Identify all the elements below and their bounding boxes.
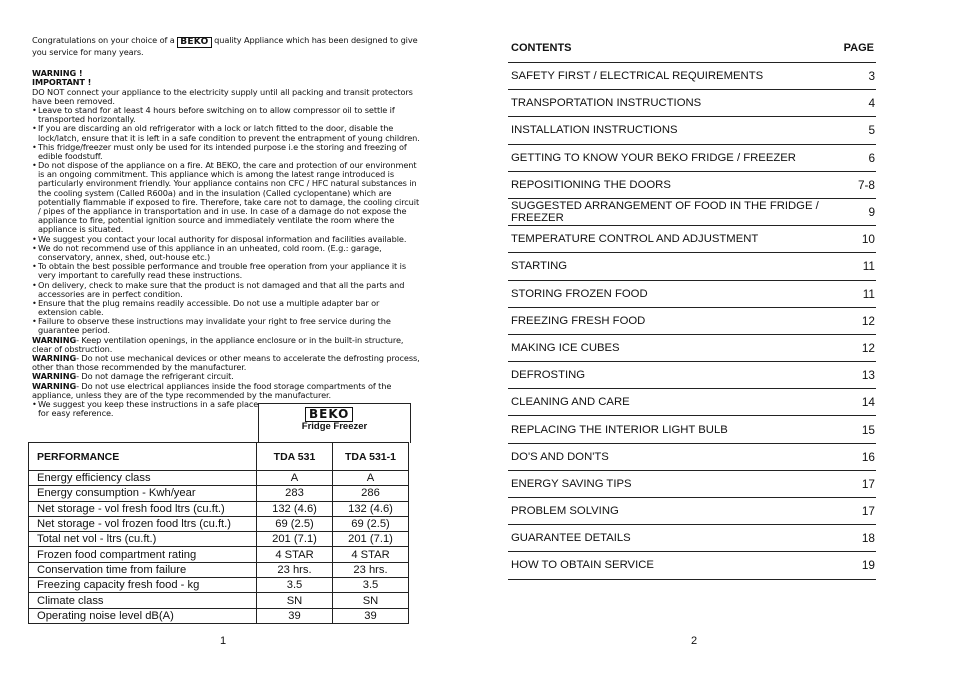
spec-row [29, 516, 409, 531]
contents-entry-title: STORING FROZEN FOOD [511, 287, 648, 300]
warning-bullet-list [32, 106, 420, 336]
spec-label: Conservation time from failure [29, 562, 257, 577]
intro-before: Congratulations on your choice of a [32, 35, 175, 45]
warning-label: WARNING [32, 334, 77, 345]
contents-entry-title: DEFROSTING [511, 369, 586, 382]
left-page [32, 36, 420, 418]
contents-entry [508, 389, 876, 416]
warning-bullet: • Do not dispose of the appliance on a fire. At BEKO, the care and protection of our environment is an ongoing commitment. This appliance which is among the latest range introduced is particularly environment friendly. Your appliance contains non CFC / HFC natural substances in the cooling system (Called R600a) and in the insulation (Called cyclopentane) which are potentially flammable if exposed to fire. Therefore, take care not to damage, the cooling circuit / pipes of the appliance in transportation and in use. In case of a damage do not expose the appliance to fire, potential ignition source and immediately ventilate the room where the appliance is situated. [32, 161, 420, 235]
spec-row [29, 471, 409, 486]
important-heading: IMPORTANT ! [32, 77, 92, 88]
model2-value: 69 (2.5) [333, 516, 409, 531]
contents-entry-page: 5 [868, 123, 875, 138]
page-number-left: 1 [220, 635, 227, 647]
page-number-right: 2 [691, 635, 698, 647]
intro-after: quality Appliance which has been designed to give you service for many years. [32, 35, 418, 57]
spec-row [29, 593, 409, 608]
contents-entry [508, 226, 876, 253]
contents-entry [508, 416, 876, 443]
warning-label: WARNING [32, 353, 77, 363]
warning-bullet: • We suggest you contact your local authority for disposal information and facilities available. [32, 235, 420, 244]
spec-label: Net storage - vol frozen food ltrs (cu.ft.) [29, 516, 257, 531]
warning-bullet: • We do not recommend use of this appliance in an unheated, cold room. (E.g.: garage, conservatory, annex, shed, out-house etc.) [32, 244, 420, 262]
spec-label: Frozen food compartment rating [29, 547, 257, 562]
intro-text [32, 36, 420, 418]
spec-label: Total net vol - ltrs (cu.ft.) [29, 532, 257, 547]
spec-label: Energy consumption - Kwh/year [29, 486, 257, 501]
warning-text: - Do not use mechanical devices or other means to accelerate the defrosting process, other than those recommended by the manufacturer. [32, 353, 420, 373]
warning-bullet: • On delivery, check to make sure that the product is not damaged and that all the parts and accessories are in perfect condition. [32, 281, 420, 299]
spec-row [29, 608, 409, 623]
model1-value: 39 [257, 608, 333, 623]
contents-entry-page: 7-8 [857, 177, 875, 192]
spec-row [29, 486, 409, 501]
contents-entry-title: ENERGY SAVING TIPS [511, 477, 632, 490]
contents-entry-page: 11 [862, 286, 875, 301]
contents-entry-page: 4 [868, 96, 875, 111]
warning-text: - Do not use electrical appliances inside the food storage compartments of the appliance, unless they are of the type recommended by the manufacturer. [32, 380, 392, 400]
contents-entry-title: TEMPERATURE CONTROL AND ADJUSTMENT [511, 233, 759, 246]
model1-value: 283 [257, 486, 333, 501]
contents-entry-page: 12 [861, 313, 875, 328]
spec-row [29, 501, 409, 516]
contents-entry-page: 17 [861, 476, 875, 491]
model2-value: 4 STAR [333, 547, 409, 562]
contents-entry-page: 19 [861, 558, 875, 573]
product-type: Fridge Freezer [301, 421, 368, 432]
beko-logo: BEKO [305, 407, 353, 422]
contents-entry-page: 10 [861, 232, 875, 247]
spec-label: Net storage - vol fresh food ltrs (cu.ft.) [29, 501, 257, 516]
spec-row [29, 562, 409, 577]
warning-bullet: • Failure to observe these instructions may invalidate your right to free service during the guarantee period. [32, 317, 420, 335]
model2-value: SN [333, 593, 409, 608]
warning-bullet: • Ensure that the plug remains readily accessible. Do not use a multiple adapter bar or extension cable. [32, 299, 420, 317]
contents-entry-title: CLEANING AND CARE [511, 396, 630, 409]
contents-entry [508, 552, 876, 579]
warning-label: WARNING [32, 371, 77, 382]
contents-entry [508, 117, 876, 144]
model2-value: 201 (7.1) [333, 532, 409, 547]
model1-value: 3.5 [257, 578, 333, 593]
contents-entry-page: 12 [861, 340, 875, 355]
contents-entry-page: 9 [868, 205, 875, 220]
contents-page [508, 38, 876, 580]
performance-table-header [29, 443, 409, 471]
contents-entry [508, 525, 876, 552]
labeled-warning-list [32, 336, 420, 400]
model1-value: 4 STAR [257, 547, 333, 562]
spec-label: Freezing capacity fresh food - kg [29, 578, 257, 593]
spec-row [29, 532, 409, 547]
spec-brand-header [258, 403, 411, 443]
contents-entry-title: GETTING TO KNOW YOUR BEKO FRIDGE / FREEZER [511, 151, 796, 164]
contents-entry-page: 16 [861, 449, 875, 464]
page-column-label: PAGE [843, 42, 874, 54]
contents-entry [508, 471, 876, 498]
contents-entry [508, 199, 876, 226]
contents-entry-title: GUARANTEE DETAILS [511, 532, 631, 545]
warning-label: WARNING [32, 380, 77, 391]
model2-value: 132 (4.6) [333, 501, 409, 516]
labeled-warning [32, 382, 420, 400]
contents-entry-title: STARTING [511, 260, 568, 273]
contents-list [508, 63, 876, 580]
spec-label: Energy efficiency class [29, 471, 257, 486]
contents-entry-title: FREEZING FRESH FOOD [511, 314, 646, 327]
warning-lead: DO NOT connect your appliance to the electricity supply until all packing and transit protectors have been removed. [32, 86, 413, 106]
contents-entry-page: 14 [861, 395, 875, 410]
contents-entry-title: SUGGESTED ARRANGEMENT OF FOOD IN THE FRIDGE / FREEZER [511, 200, 819, 225]
spec-row [29, 578, 409, 593]
contents-header [508, 38, 876, 63]
model1-value: 23 hrs. [257, 562, 333, 577]
contents-entry-title: HOW TO OBTAIN SERVICE [511, 559, 654, 572]
model1-value: 132 (4.6) [257, 501, 333, 516]
model2-header: TDA 531-1 [333, 443, 409, 471]
contents-entry-page: 17 [861, 504, 875, 519]
contents-entry-title: TRANSPORTATION INSTRUCTIONS [511, 97, 702, 110]
contents-entry [508, 90, 876, 117]
warning-bullet: • If you are discarding an old refrigerator with a lock or latch fitted to the door, disable the lock/latch, ensure that it is left in a safe condition to prevent the entrapment of young children. [32, 124, 420, 142]
labeled-warning [32, 354, 420, 372]
contents-entry-page: 15 [861, 422, 875, 437]
contents-entry-page: 11 [862, 259, 875, 274]
contents-entry [508, 63, 876, 90]
contents-entry-title: SAFETY FIRST / ELECTRICAL REQUIREMENTS [511, 70, 764, 83]
intro-paragraph [32, 36, 420, 57]
contents-entry-title: PROBLEM SOLVING [511, 505, 619, 518]
contents-entry [508, 444, 876, 471]
contents-entry [508, 281, 876, 308]
beko-logo-inline: BEKO [177, 37, 211, 48]
contents-entry [508, 253, 876, 280]
contents-entry-title: DO'S AND DON'TS [511, 450, 609, 463]
model1-header: TDA 531 [257, 443, 333, 471]
model1-value: A [257, 471, 333, 486]
model2-value: A [333, 471, 409, 486]
performance-table [28, 442, 409, 624]
model1-value: SN [257, 593, 333, 608]
contents-entry-page: 13 [861, 368, 875, 383]
model2-value: 23 hrs. [333, 562, 409, 577]
contents-entry [508, 145, 876, 172]
spec-label: Operating noise level dB(A) [29, 608, 257, 623]
contents-entry-title: REPLACING THE INTERIOR LIGHT BULB [511, 423, 728, 436]
contents-title: CONTENTS [511, 42, 572, 54]
model2-value: 3.5 [333, 578, 409, 593]
contents-entry-title: REPOSITIONING THE DOORS [511, 178, 671, 191]
warning-bullet: • To obtain the best possible performance and trouble free operation from your appliance it is very important to carefully read these instructions. [32, 262, 420, 280]
warning-heading: WARNING ! [32, 68, 83, 79]
model2-value: 286 [333, 486, 409, 501]
contents-entry [508, 172, 876, 199]
labeled-warning [32, 336, 420, 354]
model1-value: 69 (2.5) [257, 516, 333, 531]
contents-entry-title: MAKING ICE CUBES [511, 341, 620, 354]
contents-entry-page: 18 [861, 531, 875, 546]
contents-entry [508, 308, 876, 335]
contents-entry-page: 6 [868, 150, 875, 165]
spec-label: Climate class [29, 593, 257, 608]
warning-bullet: • Leave to stand for at least 4 hours before switching on to allow compressor oil to settle if transported horizontally. [32, 106, 420, 124]
warning-text: - Do not damage the refrigerant circuit. [76, 371, 234, 382]
spec-row [29, 547, 409, 562]
warning-bullet: • This fridge/freezer must only be used for its intended purpose i.e the storing and freezing of edible foodstuff. [32, 143, 420, 161]
warning-text: - Keep ventilation openings, in the appliance enclosure or in the built-in structure, clear of obstruction. [32, 334, 404, 354]
contents-entry [508, 362, 876, 389]
contents-entry [508, 335, 876, 362]
contents-entry-page: 3 [868, 69, 875, 84]
contents-entry-title: INSTALLATION INSTRUCTIONS [511, 124, 678, 137]
contents-entry [508, 498, 876, 525]
model2-value: 39 [333, 608, 409, 623]
performance-header-label: PERFORMANCE [29, 443, 257, 471]
keep-instructions-note: • We suggest you keep these instructions in a safe place for easy reference. [32, 400, 263, 418]
model1-value: 201 (7.1) [257, 532, 333, 547]
